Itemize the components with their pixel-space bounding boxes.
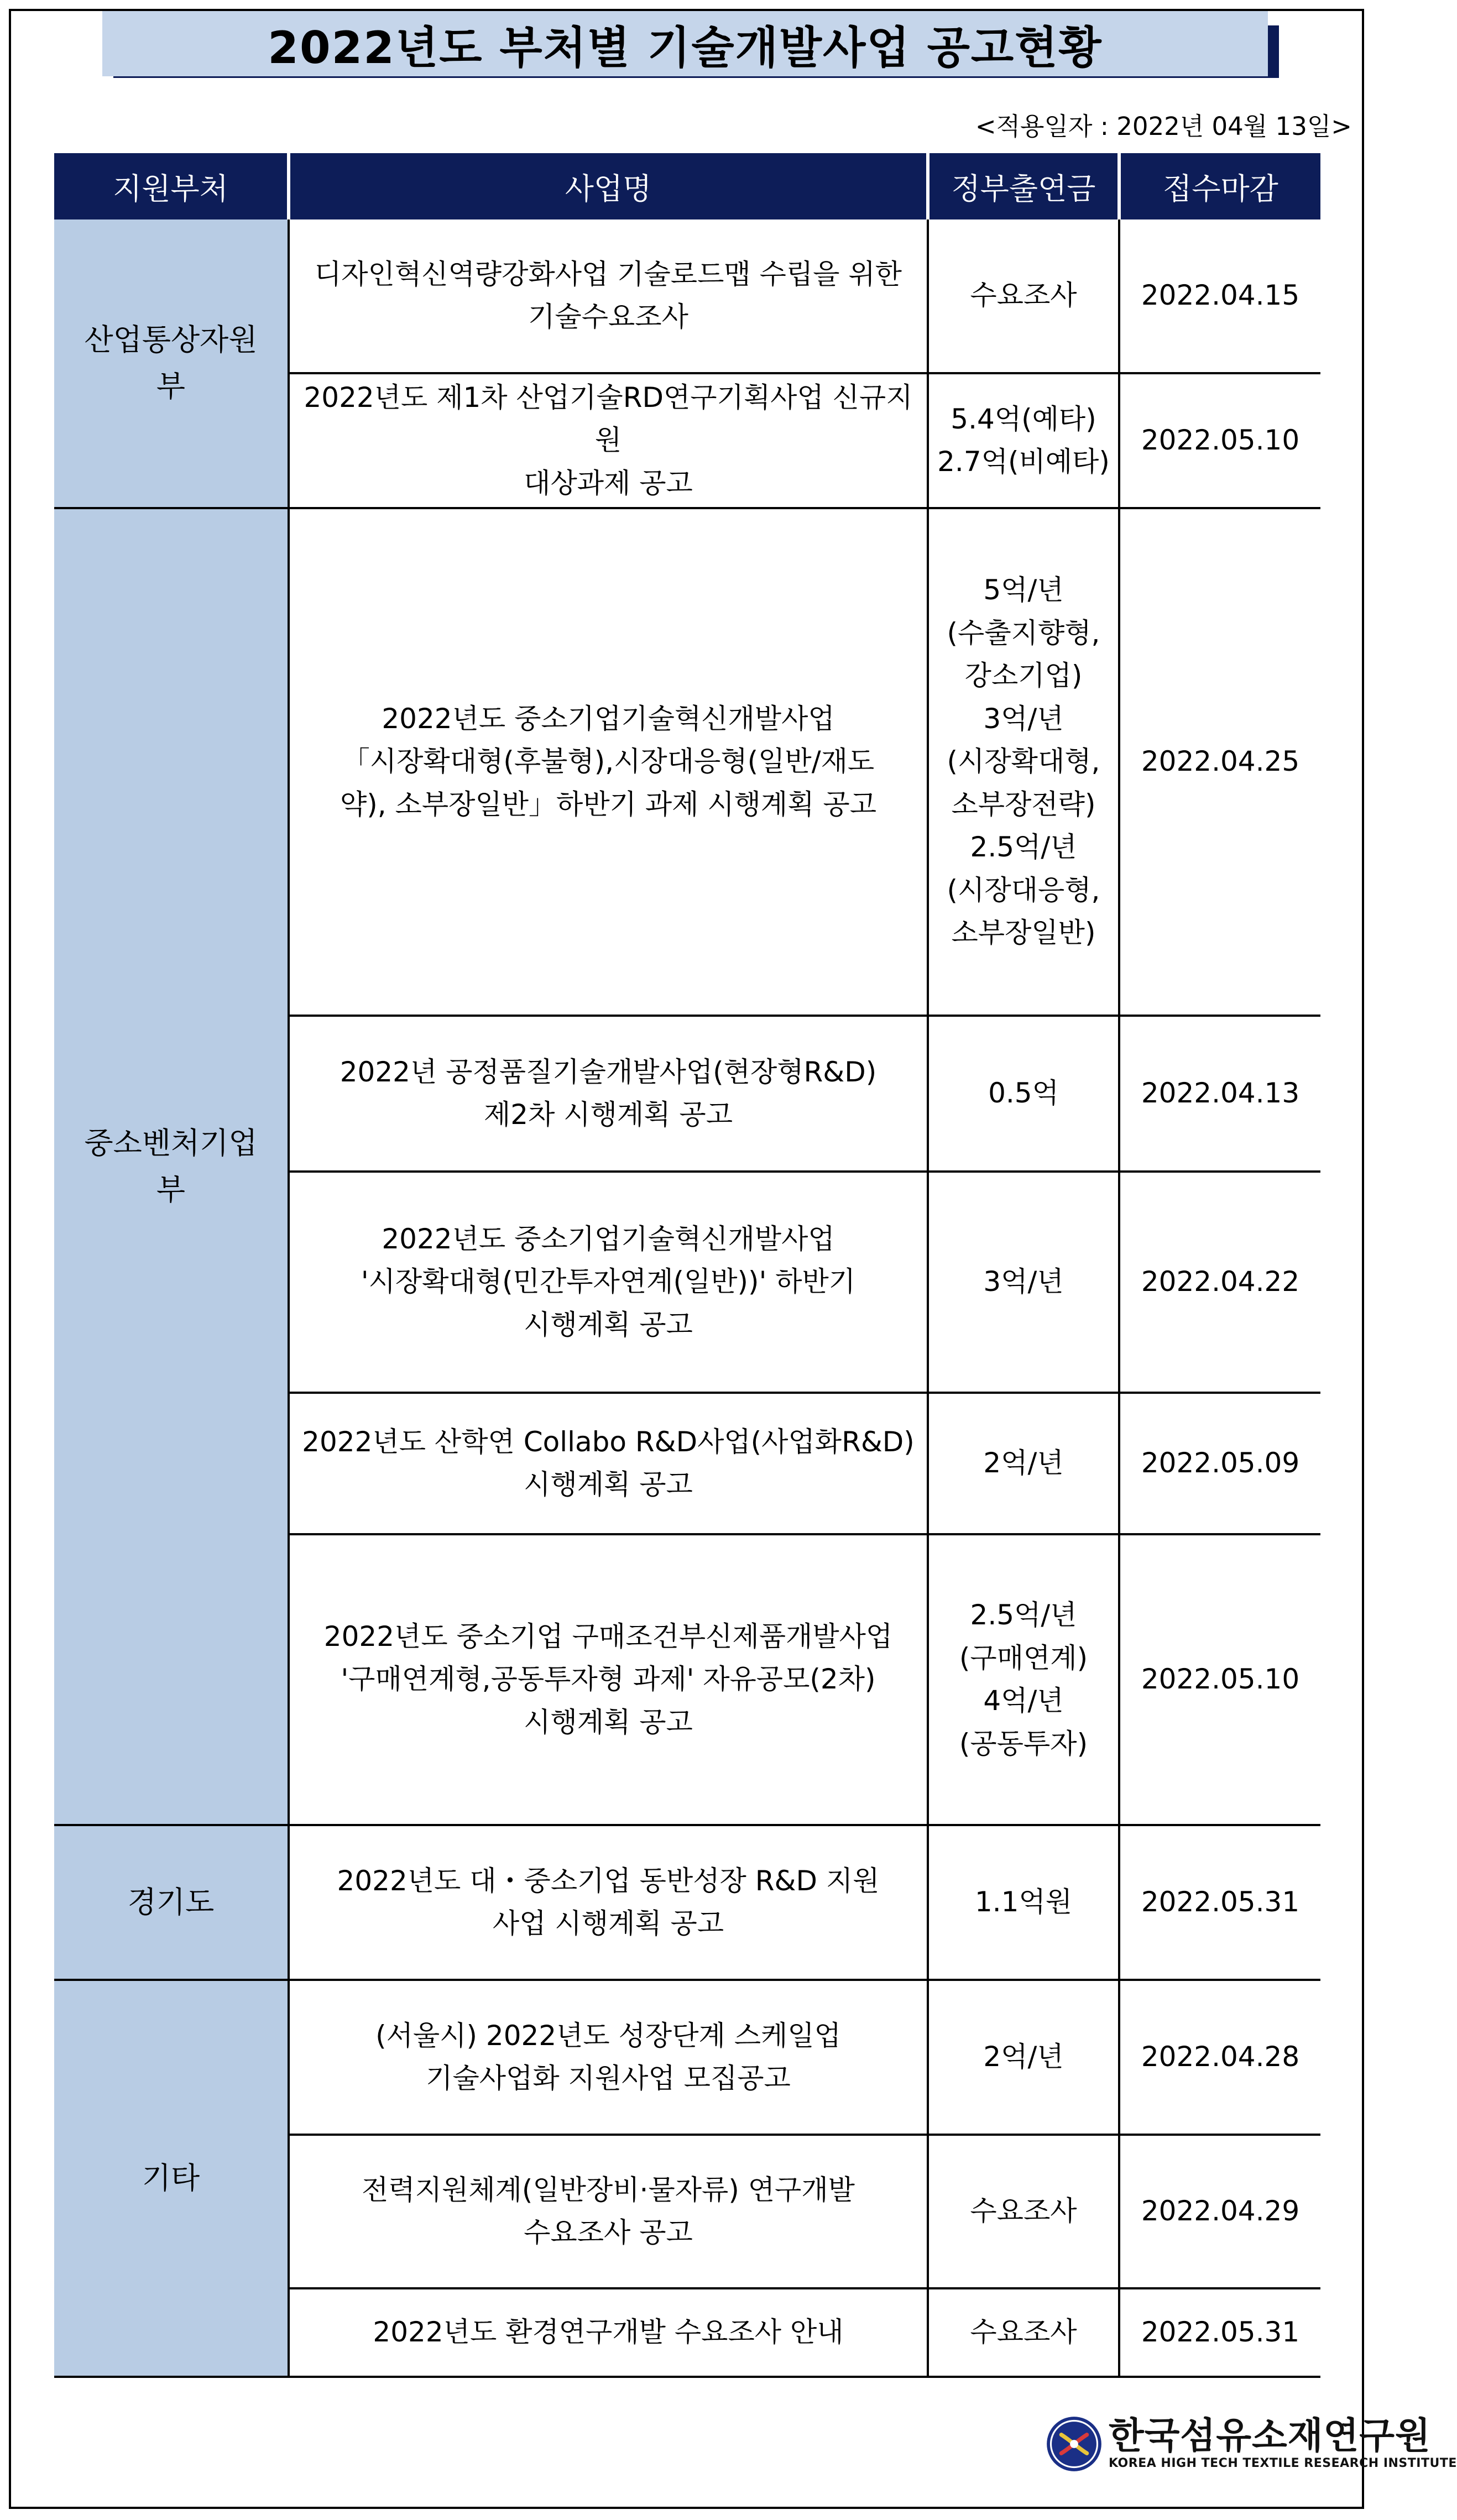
project-name: 2022년도 산학연 Collabo R&D사업(사업화R&D) 시행계획 공고 [289, 1393, 928, 1534]
header-budget: 정부출연금 [928, 153, 1119, 219]
deadline: 2022.04.28 [1119, 1980, 1320, 2135]
budget: 2억/년 [928, 1393, 1119, 1534]
deadline: 2022.05.09 [1119, 1393, 1320, 1534]
header-deadline: 접수마감 [1119, 153, 1320, 219]
header-name: 사업명 [289, 153, 928, 219]
deadline: 2022.05.31 [1119, 1825, 1320, 1980]
institute-name-ko: 한국섬유소재연구원 [1109, 2414, 1431, 2457]
budget: 수요조사 [928, 2288, 1119, 2377]
budget: 3억/년 [928, 1172, 1119, 1393]
budget: 5.4억(예타) 2.7억(비예타) [928, 373, 1119, 508]
deadline: 2022.04.29 [1119, 2135, 1320, 2288]
budget: 수요조사 [928, 219, 1119, 373]
dept-etc: 기타 [54, 1980, 289, 2377]
project-name: 디자인혁신역량강화사업 기술로드맵 수립을 위한 기술수요조사 [289, 219, 928, 373]
budget: 0.5억 [928, 1016, 1119, 1172]
dept-motie: 산업통상자원 부 [54, 219, 289, 508]
deadline: 2022.04.13 [1119, 1016, 1320, 1172]
budget: 5억/년 (수출지향형, 강소기업) 3억/년 (시장확대형, 소부장전략) 2.5억/년 (시장대응형, 소부장일반) [928, 508, 1119, 1016]
deadline: 2022.04.15 [1119, 219, 1320, 373]
project-name: 2022년도 중소기업기술혁신개발사업 '시장확대형(민간투자연계(일반))' 하반기 시행계획 공고 [289, 1172, 928, 1393]
project-name: 2022년도 제1차 산업기술RD연구기획사업 신규지원 대상과제 공고 [289, 373, 928, 508]
institute-logo [1045, 2413, 1457, 2474]
project-name: 2022년도 대・중소기업 동반성장 R&D 지원 사업 시행계획 공고 [289, 1825, 928, 1980]
table-row [54, 1825, 1320, 1980]
deadline: 2022.04.25 [1119, 508, 1320, 1016]
announcement-table [54, 153, 1320, 2378]
title-banner [102, 11, 1268, 76]
header-dept: 지원부처 [54, 153, 289, 219]
deadline: 2022.04.22 [1119, 1172, 1320, 1393]
budget: 수요조사 [928, 2135, 1119, 2288]
project-name: 2022년 공정품질기술개발사업(현장형R&D) 제2차 시행계획 공고 [289, 1016, 928, 1172]
project-name: 2022년도 중소기업기술혁신개발사업 「시장확대형(후불형),시장대응형(일반/재도 약), 소부장일반」하반기 과제 시행계획 공고 [289, 508, 928, 1016]
apply-date: <적용일자 : 2022년 04월 13일> [975, 112, 1352, 141]
project-name: 2022년도 중소기업 구매조건부신제품개발사업 '구매연계형,공동투자형 과제' 자유공모(2차) 시행계획 공고 [289, 1534, 928, 1825]
institute-emblem-icon [1045, 2415, 1103, 2473]
institute-name-en: KOREA HIGH TECH TEXTILE RESEARCH INSTITUTE [1109, 2456, 1457, 2470]
project-name: 전력지원체계(일반장비·물자류) 연구개발 수요조사 공고 [289, 2135, 928, 2288]
table-row [54, 219, 1320, 373]
table-row [54, 1980, 1320, 2135]
budget: 1.1억원 [928, 1825, 1119, 1980]
deadline: 2022.05.10 [1119, 1534, 1320, 1825]
dept-gyeonggi: 경기도 [54, 1825, 289, 1980]
budget: 2.5억/년 (구매연계) 4억/년 (공동투자) [928, 1534, 1119, 1825]
project-name: (서울시) 2022년도 성장단계 스케일업 기술사업화 지원사업 모집공고 [289, 1980, 928, 2135]
page-title: 2022년도 부처별 기술개발사업 공고현황 [268, 22, 1103, 74]
budget: 2억/년 [928, 1980, 1119, 2135]
dept-mss: 중소벤처기업 부 [54, 508, 289, 1825]
deadline: 2022.05.10 [1119, 373, 1320, 508]
table-row [54, 508, 1320, 1016]
deadline: 2022.05.31 [1119, 2288, 1320, 2377]
table-header-row [54, 153, 1320, 219]
project-name: 2022년도 환경연구개발 수요조사 안내 [289, 2288, 928, 2377]
